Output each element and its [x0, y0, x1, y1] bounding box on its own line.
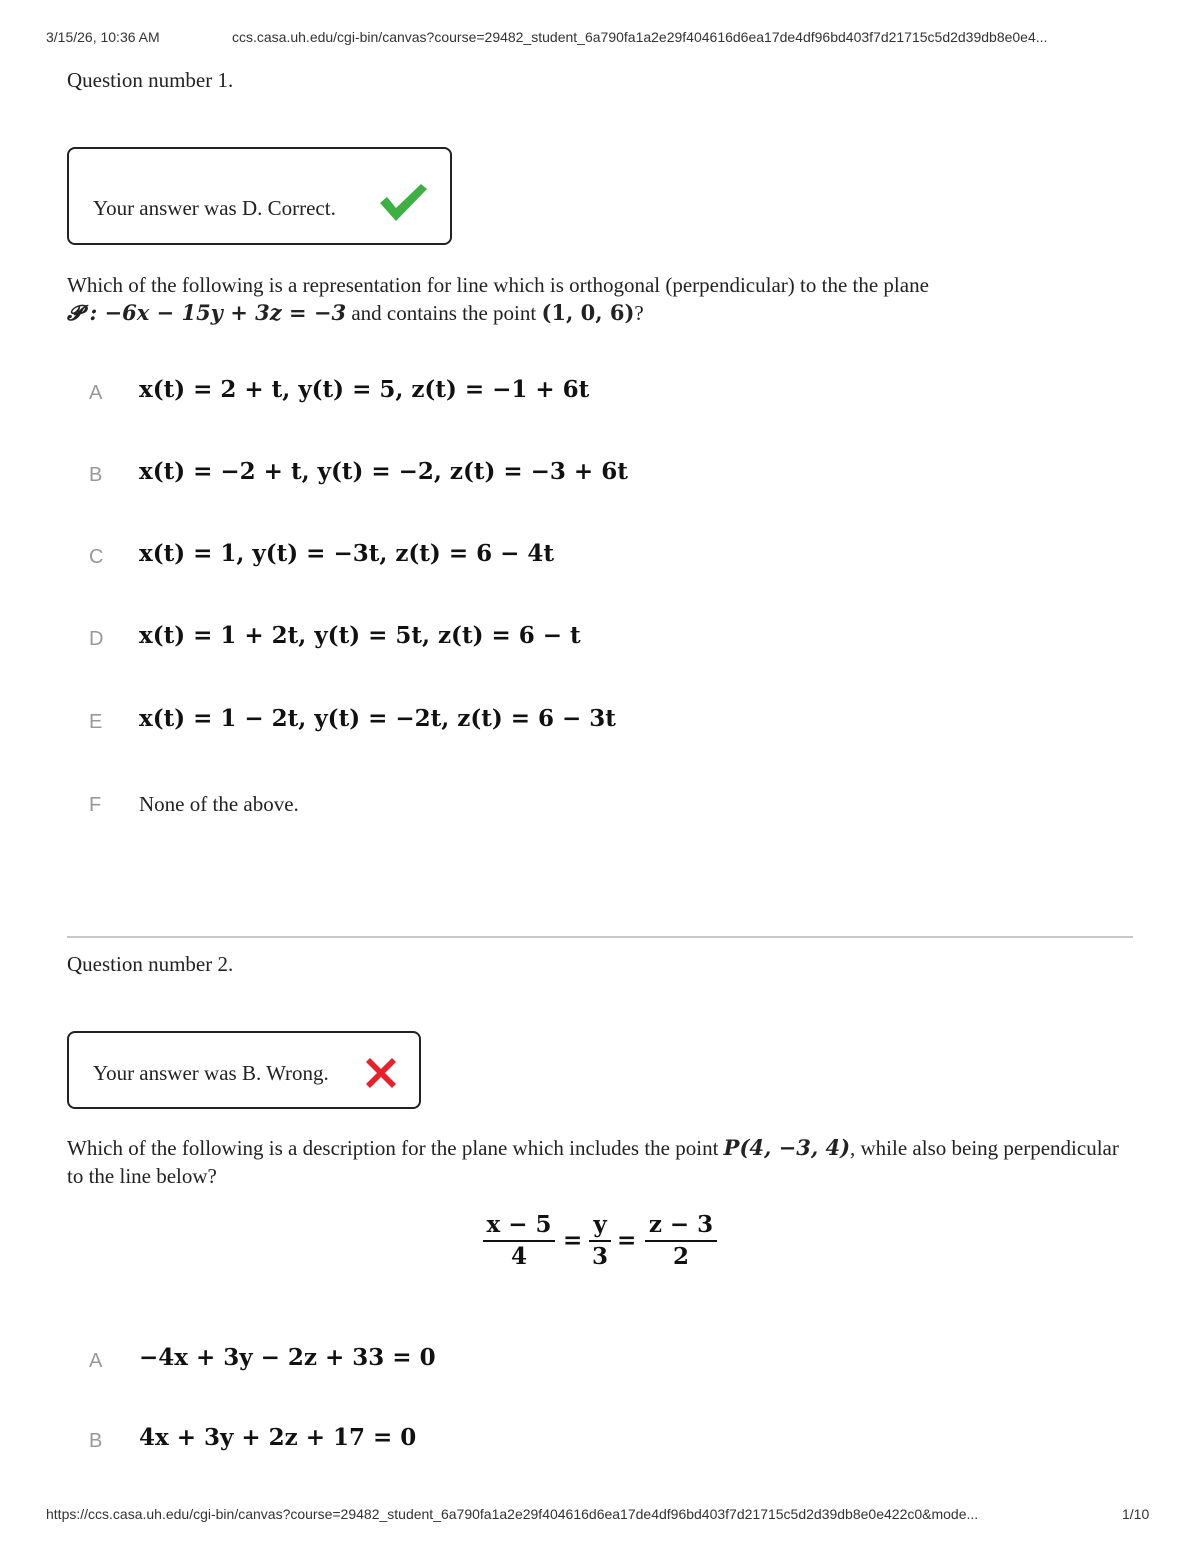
equals-sign: = [617, 1227, 637, 1254]
choice-text: x(t) = 2 + t, y(t) = 5, z(t) = −1 + 6t [139, 376, 590, 403]
answer-feedback-text: Your answer was B. Wrong. [93, 1061, 329, 1085]
fraction-numerator: z − 3 [648, 1211, 714, 1238]
choice-text: x(t) = 1 + 2t, y(t) = 5t, z(t) = 6 − t [139, 622, 581, 649]
print-header-url: ccs.casa.uh.edu/cgi-bin/canvas?course=29482_student_6a790fa1a2e29f404616d6ea17de4df96bd403f7d21715c5d2d39db8e0e4... [232, 29, 1048, 45]
fraction-denominator: 3 [591, 1243, 608, 1270]
cross-icon [361, 1053, 401, 1093]
prompt-math-point: (1, 0, 6) [541, 300, 635, 325]
choice-text: None of the above. [139, 792, 299, 816]
question-number: Question number 1. [67, 68, 234, 92]
question-divider [67, 936, 1133, 938]
fraction-denominator: 4 [510, 1243, 527, 1270]
choice-letter: A [89, 382, 103, 404]
prompt-text: Which of the following is a description for the plane which includes the point [67, 1136, 724, 1160]
choice-text: 4x + 3y + 2z + 17 = 0 [139, 1424, 417, 1451]
print-header [0, 29, 1200, 53]
line-equation [483, 1210, 723, 1282]
choice-letter: A [89, 1350, 103, 1372]
question-number: Question number 2. [67, 952, 234, 976]
equals-sign: = [563, 1227, 583, 1254]
answer-feedback-box [67, 1031, 421, 1109]
choice-text: −4x + 3y − 2z + 33 = 0 [139, 1344, 436, 1371]
prompt-text: , while also being perpendicular to the line below? [67, 1136, 1119, 1188]
choice-text: x(t) = 1 − 2t, y(t) = −2t, z(t) = 6 − 3t [139, 705, 616, 732]
choice-letter: D [89, 628, 104, 650]
fraction-numerator: x − 5 [486, 1211, 552, 1238]
prompt-math-plane: 𝓟 : −6x − 15y + 3z = −3 [67, 300, 347, 325]
choice-letter: B [89, 464, 103, 486]
prompt-math-point: P(4, −3, 4) [723, 1135, 851, 1160]
fraction-y [589, 1210, 611, 1272]
choice-letter: F [89, 794, 102, 816]
answer-feedback-box [67, 147, 452, 245]
print-footer-url: https://ccs.casa.uh.edu/cgi-bin/canvas?course=29482_student_6a790fa1a2e29f404616d6ea17de4df96bd403f7d21715c5d2d39db8e0e422c0&mode... [46, 1506, 979, 1522]
fraction-x [483, 1210, 555, 1272]
prompt-text: ? [634, 301, 644, 325]
prompt-text: Which of the following is a representation for line which is orthogonal (perpendicular) to the the plane [67, 273, 929, 297]
choice-letter: E [89, 711, 103, 733]
print-datetime: 3/15/26, 10:36 AM [46, 29, 160, 45]
checkmark-icon [377, 181, 429, 223]
page-number: 1/10 [1122, 1506, 1150, 1522]
print-footer [0, 1506, 1200, 1530]
question-prompt [67, 271, 1127, 327]
choice-letter: B [89, 1430, 103, 1452]
answer-choice[interactable] [89, 622, 989, 662]
answer-feedback-text: Your answer was D. Correct. [93, 196, 336, 220]
answer-choice[interactable] [89, 1344, 989, 1384]
fraction-z [645, 1210, 717, 1272]
fraction-numerator: y [593, 1211, 607, 1238]
answer-choice[interactable] [89, 376, 989, 416]
answer-choice[interactable] [89, 705, 989, 745]
choice-text: x(t) = 1, y(t) = −3t, z(t) = 6 − 4t [139, 540, 555, 567]
question-prompt [67, 1134, 1127, 1190]
answer-choice[interactable] [89, 540, 989, 580]
fraction-denominator: 2 [672, 1243, 689, 1270]
choice-text: x(t) = −2 + t, y(t) = −2, z(t) = −3 + 6t [139, 458, 628, 485]
answer-choice[interactable] [89, 788, 989, 828]
choice-letter: C [89, 546, 104, 568]
answer-choice[interactable] [89, 458, 989, 498]
answer-choice[interactable] [89, 1424, 989, 1464]
prompt-text: and contains the point [346, 301, 542, 325]
